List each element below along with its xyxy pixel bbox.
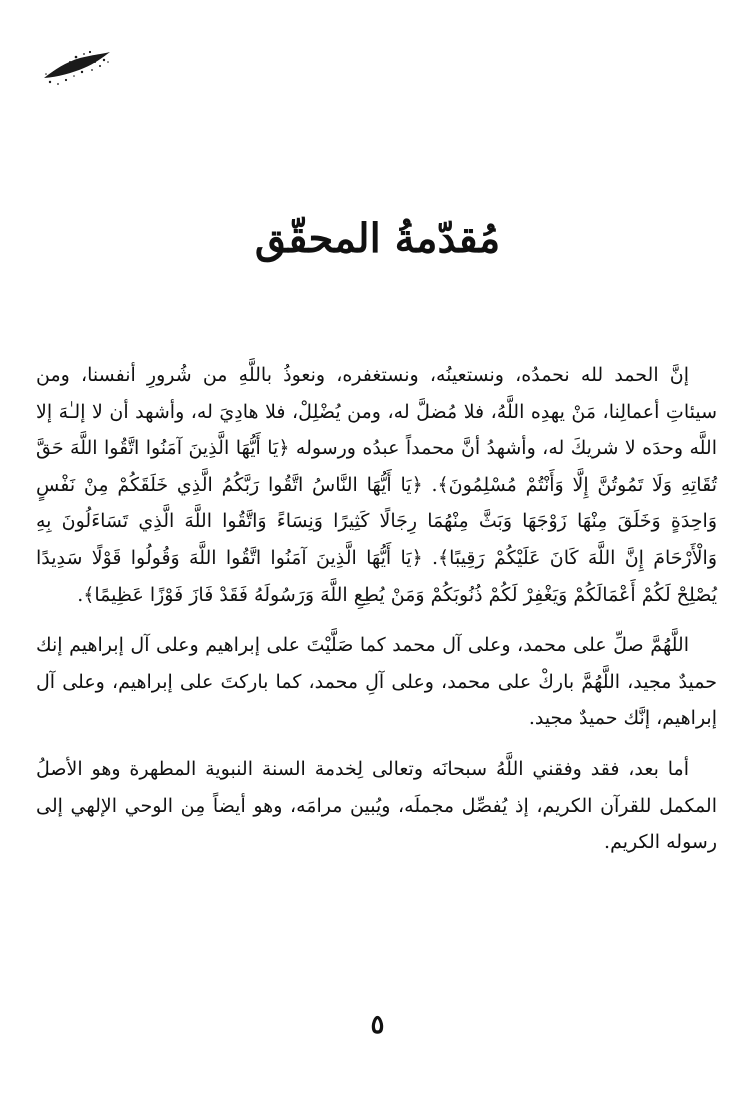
- paragraph-introduction: إنَّ الحمد لله نحمدُه، ونستعينُه، ونستغفره، ونعوذُ باللَّهِ من شُرورِ أنفسنا، ومن سيئاتِ أعمالِنا، مَنْ يهدِه اللَّهُ، فلا مُضلَّ له، ومن يُضْلِلْ، فلا هادِيَ له، وأشهد أن لا إلـٰهَ إلا اللَّه وحدَه لا شريكَ له، وأشهدُ أنَّ محمداً عبدُه ورسوله ﴿يَا أَيُّهَا الَّذِينَ آمَنُوا اتَّقُوا اللَّهَ حَقَّ تُقَاتِهِ وَلَا تَمُوتُنَّ إِلَّا وَأَنْتُمْ مُسْلِمُونَ﴾. ﴿يَا أَيُّهَا النَّاسُ اتَّقُوا رَبَّكُمُ الَّذِي خَلَقَكُمْ مِنْ نَفْسٍ وَاحِدَةٍ وَخَلَقَ مِنْهَا زَوْجَهَا وَبَثَّ مِنْهُمَا رِجَالًا كَثِيرًا وَنِسَاءً وَاتَّقُوا اللَّهَ الَّذِي تَسَاءَلُونَ بِهِ وَالْأَرْحَامَ إِنَّ اللَّهَ كَانَ عَلَيْكُمْ رَقِيبًا﴾. ﴿يَا أَيُّهَا الَّذِينَ آمَنُوا اتَّقُوا اللَّهَ وَقُولُوا قَوْلًا سَدِيدًا يُصْلِحْ لَكُمْ أَعْمَالَكُمْ وَيَغْفِرْ لَكُمْ ذُنُوبَكُمْ وَمَنْ يُطِعِ اللَّهَ وَرَسُولَهُ فَقَدْ فَازَ فَوْزًا عَظِيمًا﴾.: [36, 364, 717, 606]
- body-text: [36, 357, 717, 861]
- decorative-ornament: [40, 48, 112, 90]
- page-number: ٥: [370, 1010, 385, 1040]
- page-title: مُقدّمةُ المحقّق: [254, 215, 501, 262]
- paragraph-salawat: اللَّهُمَّ صلِّ على محمد، وعلى آل محمد كما صَلَّيْتَ على إبراهيم وعلى آل إبراهيم إنك حميدٌ مجيد، اللَّهُمَّ باركْ على محمد، وعلى آلِ محمد، كما باركتَ على إبراهيم، وعلى آل إبراهيم، إنَّك حميدٌ مجيد.: [36, 634, 717, 730]
- paragraph-amma-bad: أما بعد، فقد وفقني اللَّهُ سبحانَه وتعالى لِخدمة السنة النبوية المطهرة وهو الأصلُ المكمل للقرآن الكريم، إذ يُفصِّل مجملَه، ويُبين مرامَه، وهو أيضاً مِن الوحي الإلهي إلى رسوله الكريم.: [36, 757, 717, 854]
